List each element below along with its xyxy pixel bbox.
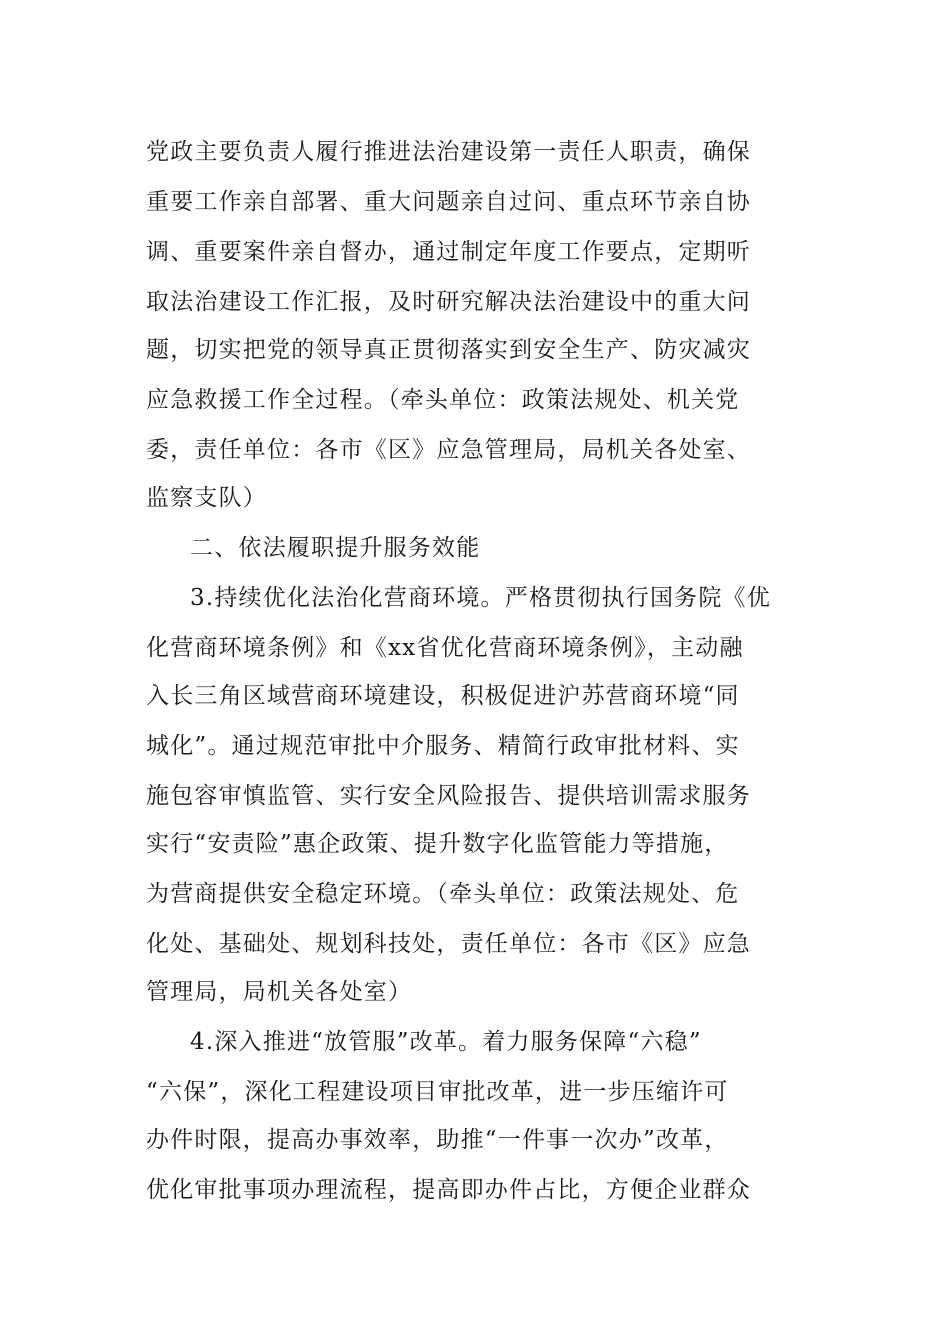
text-line: 化处、基础处、规划科技处，责任单位：各市《区》应急 — [146, 931, 751, 957]
text-line: 优化审批事项办理流程，提高即办件占比，方便企业群众 — [146, 1177, 751, 1203]
text-line: 施包容审慎监管、实行安全风险报告、提供培训需求服务 — [146, 783, 751, 809]
text-line: 委，责任单位：各市《区》应急管理局，局机关各处室、 — [146, 437, 751, 463]
text-line: 题，切实把党的领导真正贯彻落实到安全生产、防灾减灾 — [146, 337, 751, 363]
text-line: “六保”，深化工程建设项目审批改革，进一步压缩许可 — [146, 1079, 729, 1105]
text-line: 管理局，局机关各处室） — [146, 979, 413, 1005]
text-line: 取法治建设工作汇报，及时研究解决法治建设中的重大问 — [146, 289, 751, 315]
text-line: 化营商环境条例》和《xx省优化营商环境条例》，主动融 — [146, 635, 744, 661]
text-line: 3.持续优化法治化营商环境。严格贯彻执行国务院《优 — [190, 585, 771, 611]
text-line: 为营商提供安全稳定环境。（牵头单位：政策法规处、危 — [146, 881, 740, 907]
text-line: 办件时限，提高办事效率，助推“一件事一次办”改革， — [146, 1127, 729, 1153]
text-line: 入长三角区域营商环境建设，积极促进沪苏营商环境“同 — [146, 683, 740, 709]
text-line: 重要工作亲自部署、重大问题亲自过问、重点环节亲自协 — [146, 189, 751, 215]
text-line: 调、重要案件亲自督办，通过制定年度工作要点，定期听 — [146, 239, 751, 265]
text-line: 党政主要负责人履行推进法治建设第一责任人职责，确保 — [146, 139, 751, 165]
text-line: 应急救援工作全过程。（牵头单位：政策法规处、机关党 — [146, 387, 740, 413]
text-line: 4.深入推进“放管服”改革。着力服务保障“六稳” — [190, 1029, 702, 1055]
text-line: 城化”。通过规范审批中介服务、精简行政审批材料、实 — [146, 733, 740, 759]
text-line: 监察支队） — [146, 485, 267, 511]
text-line: 实行“安责险”惠企政策、提升数字化监管能力等措施， — [146, 831, 729, 857]
section-heading: 二、依法履职提升服务效能 — [190, 535, 481, 561]
